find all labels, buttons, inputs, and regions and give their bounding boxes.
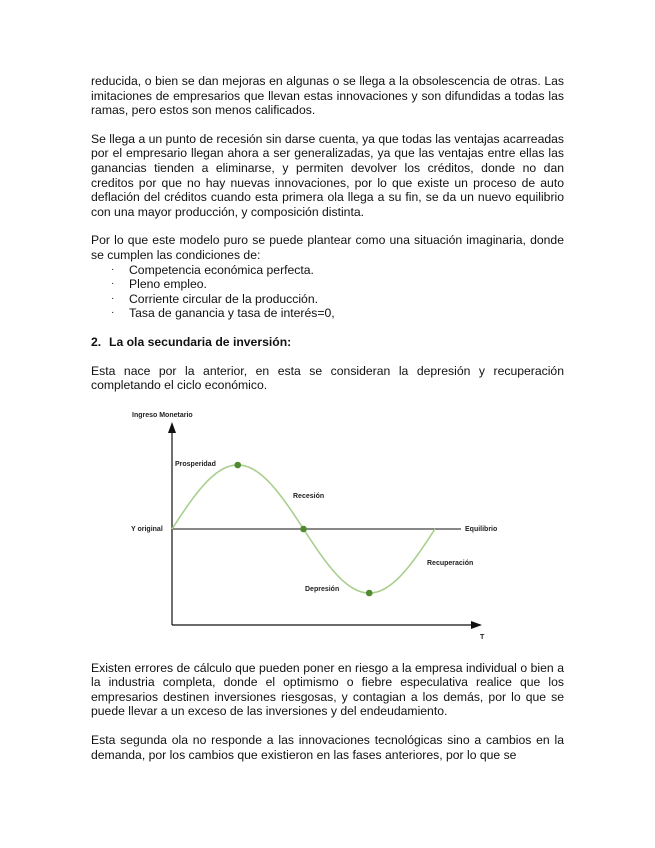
document-page [91, 74, 564, 776]
equilibrium-label: Equilibrio [465, 525, 498, 533]
bullet-marker: · [111, 263, 115, 275]
depression-label: Depresión [305, 585, 340, 593]
list-item: · Corriente circular de la producción. [111, 291, 318, 306]
bullet-marker: · [111, 307, 115, 319]
section-title: La ola secundaria de inversión: [109, 334, 292, 349]
x-axis-arrow [471, 621, 482, 629]
list-item: · Competencia económica perfecta. [111, 262, 314, 277]
y-axis-label: Ingreso Monetario [132, 411, 193, 419]
depression-point [366, 589, 373, 596]
recession-label: Recesión [293, 492, 325, 500]
y-original-label: Y original [131, 525, 163, 533]
bullet-marker: · [111, 292, 115, 304]
prosperity-label: Prosperidad [175, 460, 216, 468]
list-item: · Pleno empleo. [111, 277, 207, 292]
section-number: 2. [91, 334, 102, 349]
paragraph-model: Por lo que este modelo puro se puede plantear como una situación imaginaria, donde se cumplen las condiciones de: [91, 233, 564, 262]
recovery-label: Recuperación [427, 559, 474, 567]
prosperity-point [234, 461, 241, 468]
conditions-list [91, 263, 564, 321]
paragraph-intro: Esta nace por la anterior, en esta se consideran la depresión y recuperación completando el ciclo económico. [91, 363, 564, 393]
paragraph-errors: Existen errores de cálculo que pueden poner en riesgo a la empresa individual o bien a la industria completa, donde el optimismo o fiebre especulativa realice que los empresarios destinen inversiones riesgosas, y contagian a los demás, por lo que se puede llevar a un exceso de las inversiones y del endeudamiento. [91, 660, 564, 719]
x-axis-label: T [480, 633, 485, 641]
paragraph-recession: Se llega a un punto de recesión sin darse cuenta, ya que todas las ventajas acarreadas por el empresario llegan ahora a ser generalizadas, ya que las ventajas entre ellas las ganancias tienden a eliminarse, y permiten devolver los créditos, donde no dan creditos por que no hay nuevas innovaciones, por lo que existe un proceso de auto deflación del créditos cuando esta primera ola llega a su fin, se da un nuevo equilibrio con una mayor producción, y composición distinta. [91, 131, 564, 219]
list-item: · Tasa de ganancia y tasa de interés=0, [111, 306, 335, 321]
section-heading [91, 335, 564, 350]
recession-point [300, 525, 307, 532]
business-cycle-diagram [91, 397, 564, 649]
paragraph-imitations: reducida, o bien se dan mejoras en algunas o se llega a la obsolescencia de otras. Las imitaciones de empresarios que llevan estas innovaciones y son difundidas a todas las ramas, pero estos son menos calificados. [91, 74, 564, 118]
bullet-marker: · [111, 278, 115, 290]
cycle-diagram-svg [91, 397, 564, 649]
paragraph-second-wave: Esta segunda ola no responde a las innovaciones tecnológicas sino a cambios en la demanda, por los cambios que existieron en las fases anteriores, por lo que se [91, 733, 564, 762]
y-axis-arrow [168, 422, 176, 433]
